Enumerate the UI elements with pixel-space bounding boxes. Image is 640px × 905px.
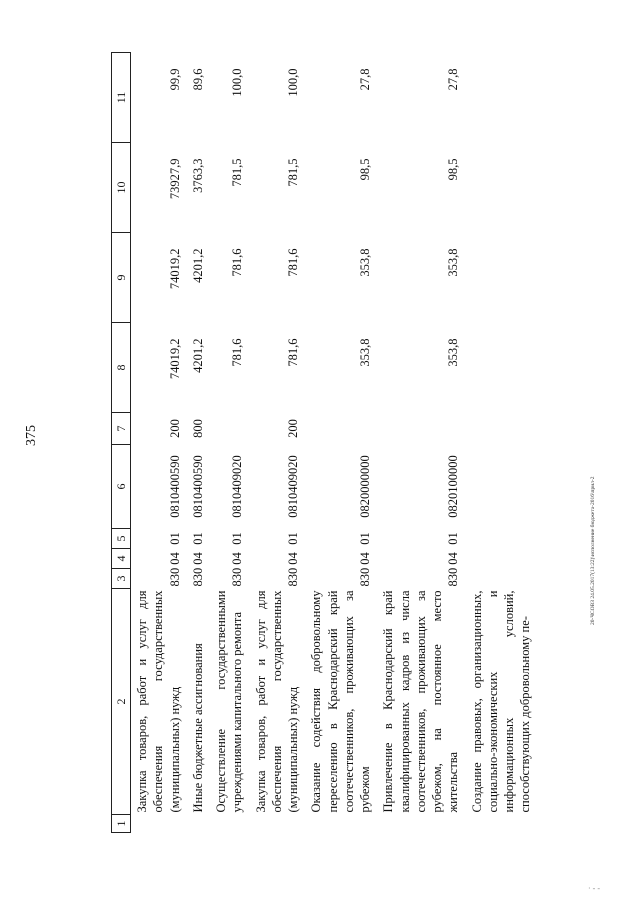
cell-c10: 98,5 <box>446 158 461 181</box>
cell-c10: 98,5 <box>358 158 372 181</box>
row-name: Привлечение в Краснодарский край квалифицированных кадров из числа соотечественников, проживающих за рубежом, на постоянное место жительства <box>381 590 461 813</box>
cell-c9: 781,6 <box>286 248 300 277</box>
cell-c5: 01 <box>446 532 461 545</box>
cell-c3: 830 <box>190 567 205 587</box>
row-name: Создание правовых, организационных, социально-экономических и информационных условий, способствующих добровольному пе- <box>469 590 533 813</box>
cell-c5: 01 <box>358 532 372 545</box>
cell-c8: 74019,2 <box>167 338 182 380</box>
cell-c9 <box>466 233 538 323</box>
cell-c9: 353,8 <box>446 248 461 277</box>
cell-c10 <box>466 143 538 233</box>
row-name: Осуществление государственными учреждениями капитального ремонта <box>214 590 245 813</box>
cell-c3: 830 <box>286 567 300 587</box>
cell-c5 <box>466 529 538 549</box>
cell-c3: 830 <box>446 567 461 587</box>
cell-c6: 0810400590 <box>167 455 182 518</box>
column-header: 8 <box>112 323 131 413</box>
cell-c4: 04 <box>446 552 461 565</box>
cell-c9: 74019,2 <box>167 248 182 290</box>
cell-c5: 01 <box>167 532 182 545</box>
column-header: 10 <box>112 143 131 233</box>
table-row <box>466 53 538 833</box>
table-row <box>377 53 465 833</box>
cell-c9: 4201,2 <box>190 248 205 283</box>
cell-c7: 800 <box>190 419 205 438</box>
cell-c11: 27,8 <box>446 68 461 91</box>
cell-c9: 353,8 <box>358 248 372 277</box>
cell-c10: 781,5 <box>230 158 245 187</box>
column-header: 6 <box>112 445 131 529</box>
page-number: 375 <box>24 425 39 446</box>
cell-c10: 73927,9 <box>167 158 182 200</box>
cell-c11: 27,8 <box>358 68 372 91</box>
cell-c4: 04 <box>167 552 182 565</box>
column-header: 1 <box>112 815 131 833</box>
cell-c8: 353,8 <box>446 338 461 367</box>
column-header: 2 <box>112 589 131 815</box>
table-row <box>305 53 377 833</box>
cell-c11: 99,9 <box>167 68 182 91</box>
cell-c8: 353,8 <box>358 338 372 367</box>
cell-c5: 01 <box>230 532 245 545</box>
cell-c11: 100,0 <box>286 68 300 97</box>
column-header: 3 <box>112 569 131 589</box>
cell-c11: 89,6 <box>190 68 205 91</box>
cell-c7: 200 <box>167 419 182 438</box>
page-corner-mark: · - - <box>588 884 600 893</box>
row-name: Оказание содействия добровольному переселению в Краснодарский край соотечественников, проживающих за рубежом <box>309 590 372 813</box>
cell-c3: 830 <box>167 567 182 587</box>
cell-c7 <box>377 413 465 445</box>
cell-c3: 830 <box>358 567 372 587</box>
column-header: 9 <box>112 233 131 323</box>
cell-c3: 830 <box>230 567 245 587</box>
column-header: 7 <box>112 413 131 445</box>
cell-c6: 0810409020 <box>230 455 245 518</box>
column-header: 4 <box>112 549 131 569</box>
cell-c4 <box>466 549 538 569</box>
table-row <box>187 53 210 833</box>
cell-c8 <box>466 323 538 413</box>
cell-c4: 04 <box>190 552 205 565</box>
column-header: 11 <box>112 53 131 143</box>
column-header: 5 <box>112 529 131 549</box>
cell-c8: 4201,2 <box>190 338 205 373</box>
table-row <box>250 53 306 833</box>
cell-c6: 0810400590 <box>190 455 205 518</box>
cell-c6: 0820000000 <box>358 455 372 518</box>
cell-c7 <box>466 413 538 445</box>
cell-c3 <box>466 569 538 589</box>
cell-c7 <box>305 413 377 445</box>
cell-c8: 781,6 <box>230 338 245 367</box>
cell-c7 <box>210 413 250 445</box>
cell-c5: 01 <box>190 532 205 545</box>
budget-table <box>111 52 538 833</box>
table-header-row <box>112 53 131 833</box>
row-name: Закупка товаров, работ и услуг для обеспечения государственных (муниципальных) нужд <box>253 590 300 813</box>
row-name: Иные бюджетные ассигнования <box>190 643 205 813</box>
cell-c11: 100,0 <box>230 68 245 97</box>
row-name: Закупка товаров, работ и услуг для обеспечения государственных (муниципальных) нужд <box>135 590 182 813</box>
document-footer: 20-ЧСОВЗ 24.05.2017(13:22)\исполнение бюджета-2016\прил-2 <box>590 476 596 625</box>
cell-c4: 04 <box>358 552 372 565</box>
cell-c8: 781,6 <box>286 338 300 367</box>
cell-c10: 781,5 <box>286 158 300 187</box>
budget-table-area <box>111 53 591 833</box>
table-row <box>131 53 187 833</box>
cell-c5: 01 <box>286 532 300 545</box>
cell-c9: 781,6 <box>230 248 245 277</box>
cell-c10: 3763,3 <box>190 158 205 193</box>
table-row <box>210 53 250 833</box>
cell-c4: 04 <box>230 552 245 565</box>
cell-c11 <box>466 53 538 143</box>
cell-c6: 0820100000 <box>446 455 461 518</box>
cell-c6 <box>466 445 538 529</box>
cell-c4: 04 <box>286 552 300 565</box>
cell-c7: 200 <box>286 419 300 438</box>
cell-c6: 0810409020 <box>286 455 300 518</box>
